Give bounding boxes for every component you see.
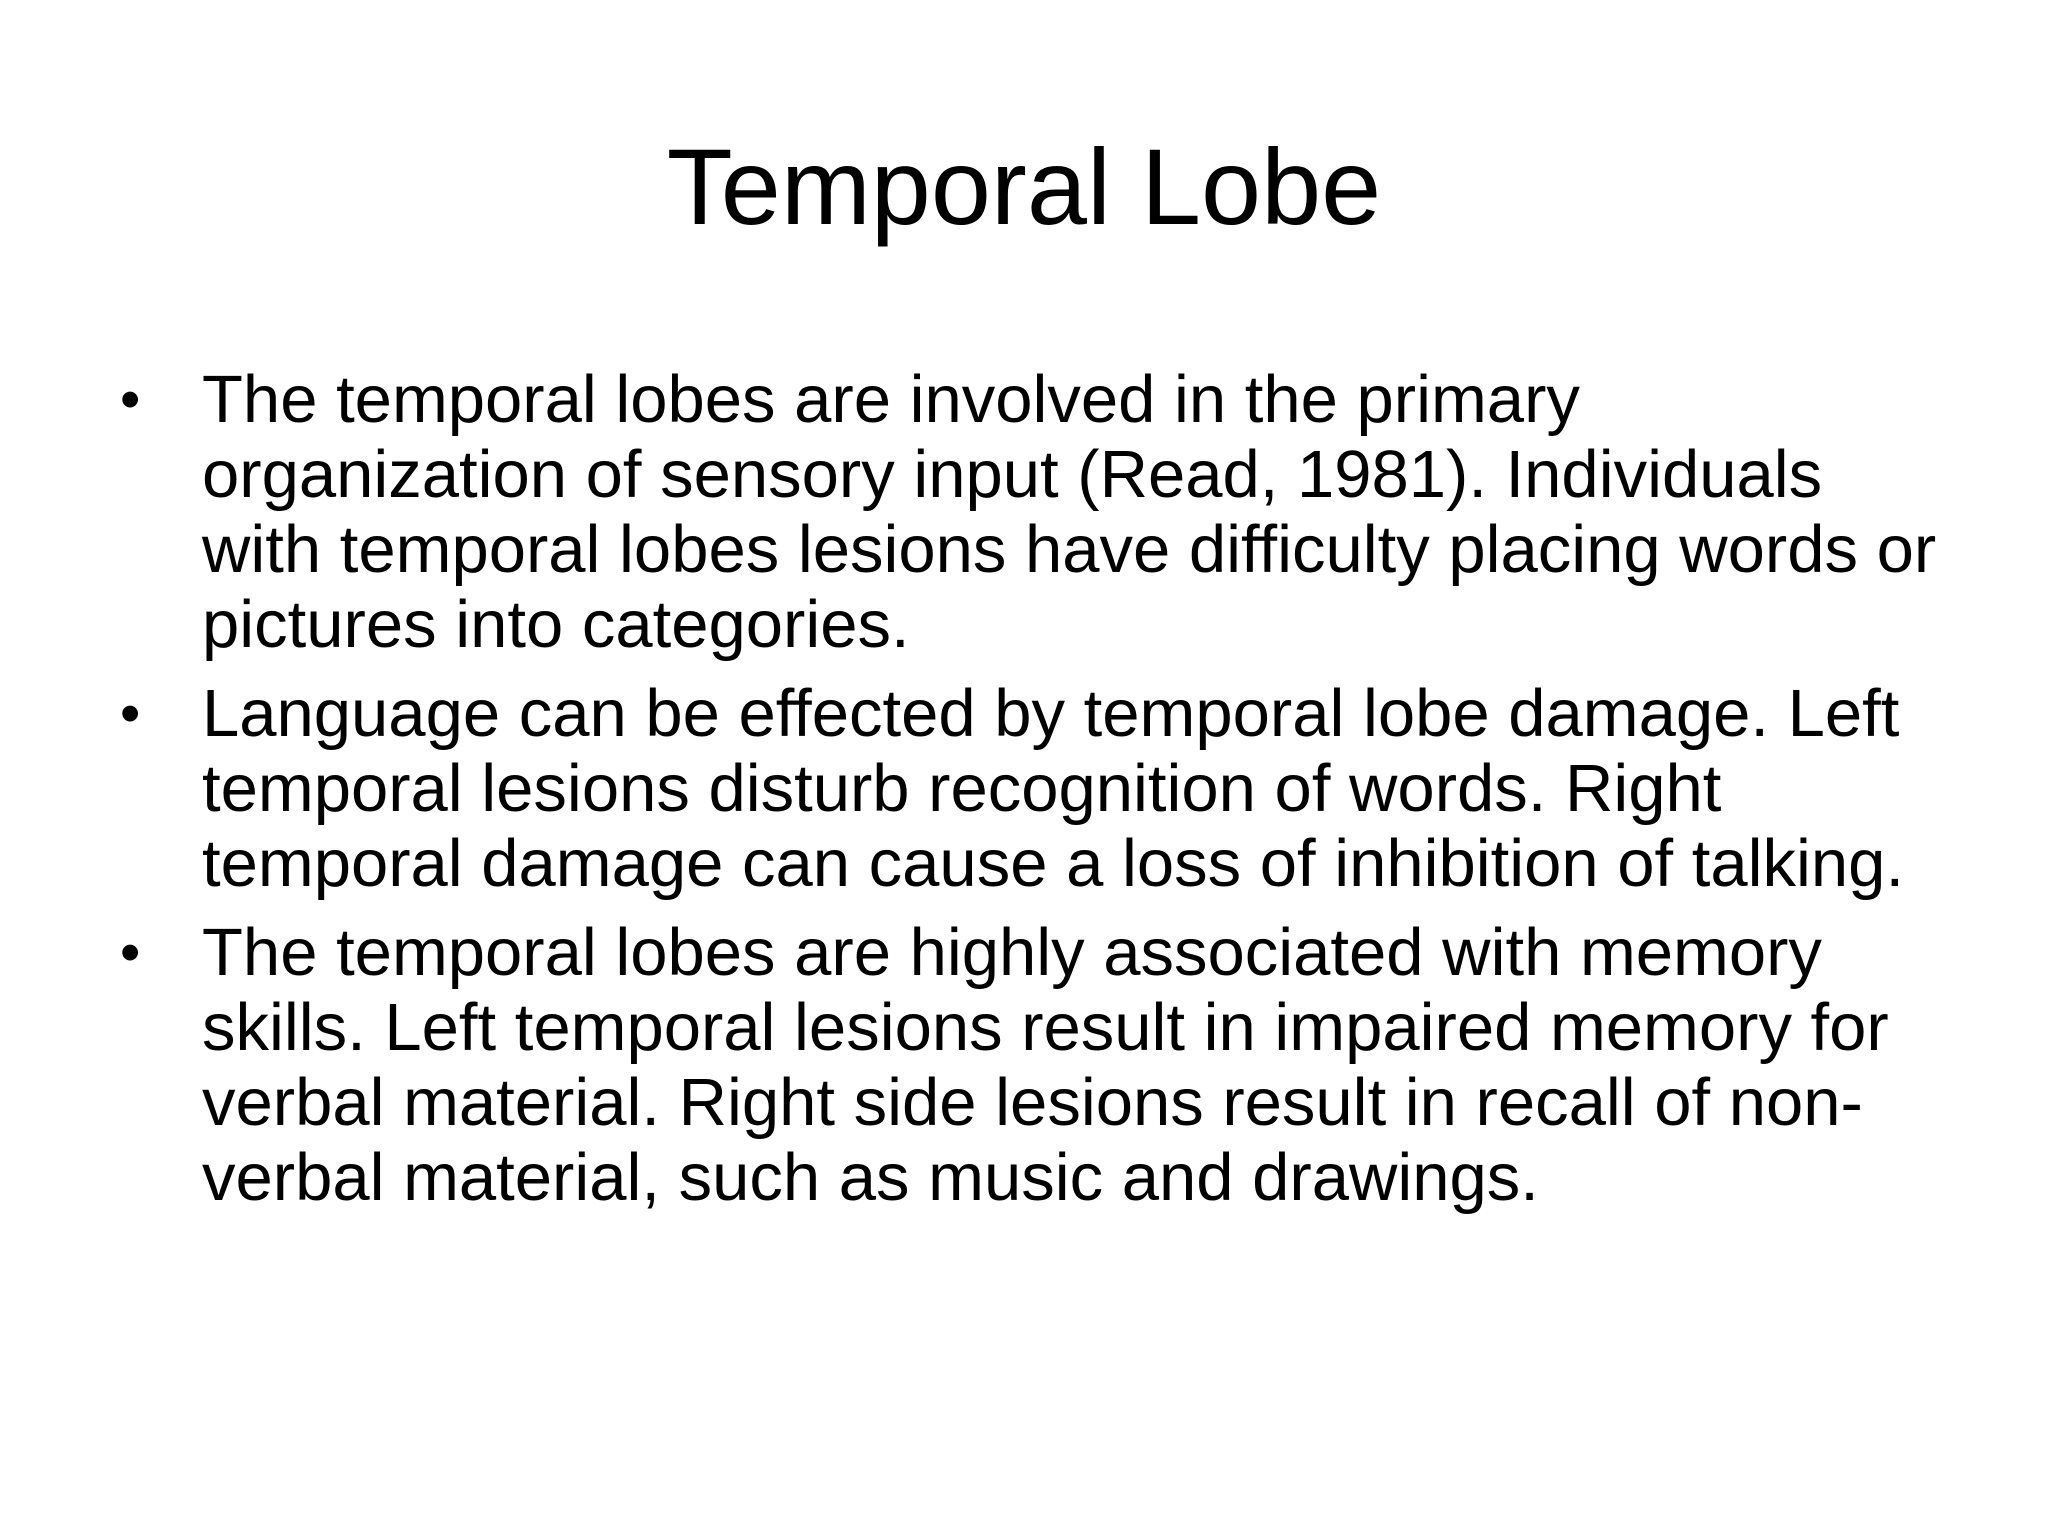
slide-title: Temporal Lobe bbox=[666, 126, 1382, 247]
bullet-item bbox=[120, 915, 1950, 1215]
bullet-item bbox=[120, 362, 1950, 662]
bullet-marker: • bbox=[120, 920, 141, 985]
bullet-marker: • bbox=[120, 367, 141, 432]
bullet-text: The temporal lobes are involved in the primary organization of sensory input (Read, 1981). Individuals with temporal lobes lesions have difficulty placing words or pictures into categories. bbox=[202, 362, 1937, 662]
bullet-text: Language can be effected by temporal lobe damage. Left temporal lesions disturb recognition of words. Right temporal damage can cause a loss of inhibition of talking. bbox=[202, 676, 1905, 901]
bullet-list bbox=[120, 362, 1950, 1229]
bullet-text: The temporal lobes are highly associated with memory skills. Left temporal lesions result in impaired memory for verbal material. Right side lesions result in recall of non-verbal material, such as music and drawings. bbox=[202, 915, 1889, 1215]
bullet-item bbox=[120, 676, 1950, 901]
bullet-marker: • bbox=[120, 681, 141, 746]
